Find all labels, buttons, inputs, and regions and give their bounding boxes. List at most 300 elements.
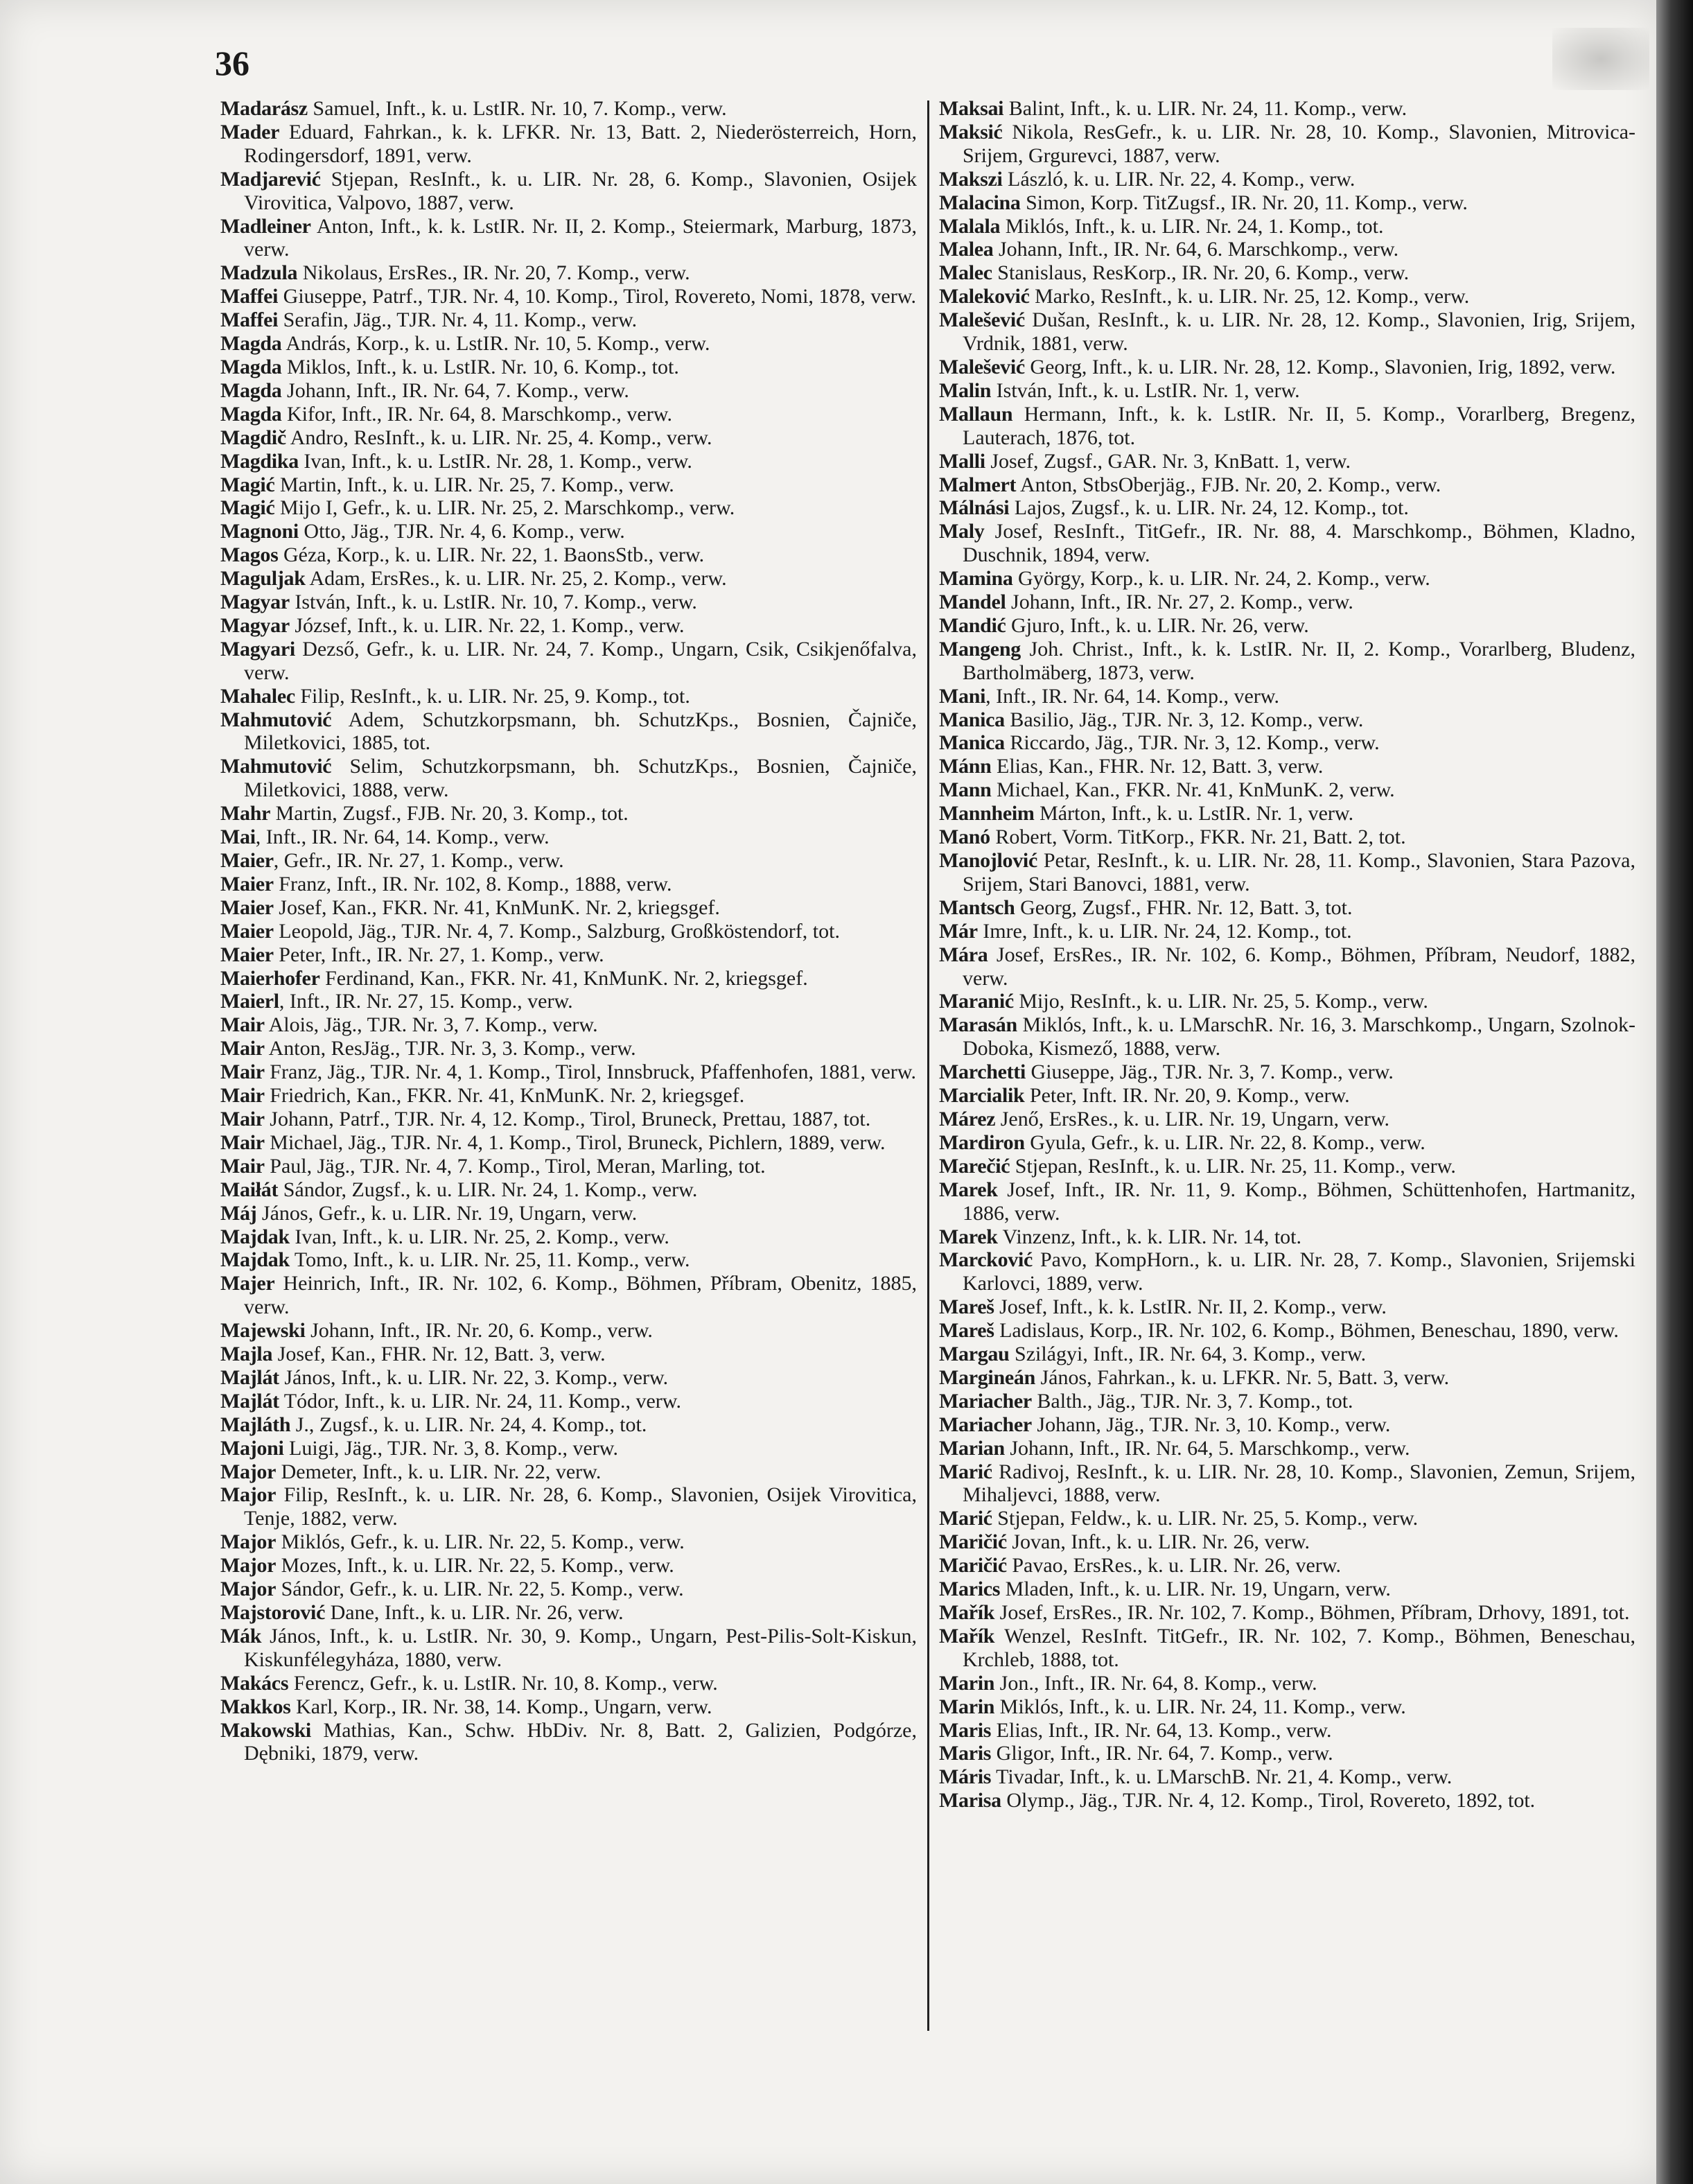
entry-surname: Mannheim bbox=[939, 802, 1035, 825]
list-item bbox=[939, 1460, 1635, 1508]
list-item bbox=[939, 1155, 1635, 1178]
list-item bbox=[939, 731, 1635, 755]
entry-surname: Major bbox=[220, 1554, 277, 1578]
entry-details: Michael, Jäg., TJR. Nr. 4, 1. Komp., Tirol, Bruneck, Pichlern, 1889, verw. bbox=[264, 1130, 886, 1154]
right-column bbox=[939, 97, 1635, 1812]
list-item bbox=[939, 755, 1635, 778]
entry-surname: Mair bbox=[220, 1060, 265, 1084]
list-item bbox=[220, 1483, 917, 1530]
entry-surname: Maffei bbox=[220, 308, 279, 332]
entry-details: Elias, Kan., FHR. Nr. 12, Batt. 3, verw. bbox=[991, 755, 1324, 778]
list-item bbox=[939, 1390, 1635, 1413]
entry-surname: Máj bbox=[220, 1201, 257, 1225]
entry-surname: Majer bbox=[220, 1272, 275, 1295]
entry-details: Samuel, Inft., k. u. LstIR. Nr. 10, 7. Komp., verw. bbox=[307, 97, 727, 120]
list-item bbox=[939, 567, 1635, 591]
list-item bbox=[220, 1366, 917, 1390]
entry-details: Ivan, Inft., k. u. LIR. Nr. 25, 2. Komp., verw. bbox=[289, 1225, 669, 1248]
list-item bbox=[939, 285, 1635, 308]
entry-details: Lajos, Zugsf., k. u. LIR. Nr. 24, 12. Komp., tot. bbox=[1009, 496, 1409, 520]
entry-details: Johann, Patrf., TJR. Nr. 4, 12. Komp., Tirol, Bruneck, Prettau, 1887, tot. bbox=[264, 1107, 871, 1130]
list-item bbox=[220, 1272, 917, 1319]
list-item bbox=[220, 685, 917, 708]
list-item bbox=[220, 168, 917, 215]
entry-details: Selim, Schutzkorpsmann, bh. SchutzKps., Bosnien, Čajniče, Miletkovici, 1888, verw. bbox=[244, 755, 917, 802]
entry-details: Karl, Korp., IR. Nr. 38, 14. Komp., Ungarn, verw. bbox=[290, 1695, 712, 1718]
list-item bbox=[939, 450, 1635, 473]
entry-details: Vinzenz, Inft., k. k. LIR. Nr. 14, tot. bbox=[997, 1225, 1302, 1248]
list-item bbox=[939, 1108, 1635, 1131]
entry-surname: Malešević bbox=[939, 355, 1025, 378]
list-item bbox=[220, 1037, 917, 1060]
list-item bbox=[939, 473, 1635, 497]
entry-surname: Marisa bbox=[939, 1789, 1001, 1812]
list-item bbox=[220, 1554, 917, 1578]
list-item bbox=[939, 520, 1635, 567]
list-item bbox=[220, 1178, 917, 1202]
entry-details: Balint, Inft., k. u. LIR. Nr. 24, 11. Komp., verw. bbox=[1003, 97, 1407, 120]
entry-details: István, Inft., k. u. LstIR. Nr. 10, 7. Komp., verw. bbox=[289, 591, 697, 614]
entry-surname: Maier bbox=[220, 872, 274, 896]
list-item bbox=[939, 1060, 1635, 1084]
list-item bbox=[939, 591, 1635, 614]
entry-surname: Malli bbox=[939, 449, 985, 473]
entry-details: András, Korp., k. u. LstIR. Nr. 10, 5. Komp., verw. bbox=[281, 332, 710, 356]
entry-details: Gjuro, Inft., k. u. LIR. Nr. 26, verw. bbox=[1006, 613, 1309, 637]
entry-details: Imre, Inft., k. u. LIR. Nr. 24, 12. Komp., tot. bbox=[977, 919, 1352, 943]
list-item bbox=[939, 1413, 1635, 1437]
list-item bbox=[939, 896, 1635, 920]
list-item bbox=[220, 97, 917, 121]
entry-surname: Madleiner bbox=[220, 214, 311, 238]
entry-details: Adam, ErsRes., k. u. LIR. Nr. 25, 2. Komp., verw. bbox=[305, 567, 727, 591]
entry-details: Riccardo, Jäg., TJR. Nr. 3, 12. Komp., verw. bbox=[1004, 731, 1380, 755]
entry-details: Stanislaus, ResKorp., IR. Nr. 20, 6. Komp., verw. bbox=[992, 261, 1410, 285]
list-item bbox=[220, 990, 917, 1013]
entry-surname: Maier bbox=[220, 849, 274, 872]
entry-details: Andro, ResInft., k. u. LIR. Nr. 25, 4. Komp., verw. bbox=[286, 426, 712, 449]
entry-details: Adem, Schutzkorpsmann, bh. SchutzKps., Bosnien, Čajniče, Miletkovici, 1885, tot. bbox=[244, 708, 917, 755]
entry-surname: Marić bbox=[939, 1460, 992, 1483]
entry-details: Gyula, Gefr., k. u. LIR. Nr. 22, 8. Komp., verw. bbox=[1024, 1130, 1426, 1154]
entry-details: Sándor, Zugsf., k. u. LIR. Nr. 24, 1. Komp., verw. bbox=[278, 1178, 698, 1201]
entry-surname: Marasán bbox=[939, 1013, 1017, 1037]
entry-surname: Makács bbox=[220, 1671, 289, 1695]
list-item bbox=[220, 308, 917, 332]
entry-surname: Mahmutović bbox=[220, 708, 332, 731]
list-item bbox=[939, 1178, 1635, 1225]
entry-surname: Maier bbox=[220, 896, 274, 919]
entry-details: Mladen, Inft., k. u. LIR. Nr. 19, Ungarn, verw. bbox=[1000, 1578, 1391, 1601]
list-item bbox=[220, 450, 917, 473]
entry-surname: Mair bbox=[220, 1107, 265, 1130]
list-item bbox=[939, 778, 1635, 802]
entry-surname: Magos bbox=[220, 543, 279, 567]
list-item bbox=[220, 1413, 917, 1437]
list-item bbox=[220, 473, 917, 497]
entry-details: Mathias, Kan., Schw. HbDiv. Nr. 8, Batt. 2, Galizien, Podgórze, Dębniki, 1879, verw. bbox=[244, 1718, 917, 1765]
entry-details: Georg, Zugsf., FHR. Nr. 12, Batt. 3, tot. bbox=[1015, 896, 1353, 919]
entry-surname: Magyari bbox=[220, 637, 295, 661]
entry-details: Martin, Inft., k. u. LIR. Nr. 25, 7. Komp., verw. bbox=[274, 473, 674, 496]
entry-surname: Mahmutović bbox=[220, 755, 332, 778]
list-item bbox=[939, 825, 1635, 849]
entry-surname: Marcković bbox=[939, 1248, 1033, 1272]
entry-surname: Mamina bbox=[939, 567, 1013, 591]
entry-details: Johann, Inft., IR. Nr. 27, 2. Komp., verw. bbox=[1006, 591, 1353, 614]
left-column bbox=[220, 97, 917, 1765]
list-item bbox=[220, 285, 917, 308]
entry-details: Géza, Korp., k. u. LIR. Nr. 22, 1. BaonsStb., verw. bbox=[278, 543, 705, 567]
entry-surname: Magdič bbox=[220, 426, 286, 449]
list-item bbox=[220, 1625, 917, 1672]
list-item bbox=[939, 1530, 1635, 1554]
entry-details: Nikola, ResGefr., k. u. LIR. Nr. 28, 10. Komp., Slavonien, Mitrovica-Srijem, Grgurevci, 1887, verw. bbox=[963, 120, 1635, 167]
entry-surname: Maksić bbox=[939, 120, 1003, 143]
entry-details: Leopold, Jäg., TJR. Nr. 4, 7. Komp., Salzburg, Großköstendorf, tot. bbox=[273, 919, 840, 943]
entry-details: Martin, Zugsf., FJB. Nr. 20, 3. Komp., tot. bbox=[270, 802, 629, 825]
entry-surname: Mantsch bbox=[939, 896, 1015, 919]
entry-surname: Madarász bbox=[220, 97, 308, 120]
list-item bbox=[220, 1437, 917, 1460]
entry-surname: Mair bbox=[220, 1084, 265, 1108]
entry-surname: Madzula bbox=[220, 261, 298, 285]
entry-details: Ferencz, Gefr., k. u. LstIR. Nr. 10, 8. Komp., verw. bbox=[288, 1671, 718, 1695]
entry-surname: Mangeng bbox=[939, 637, 1021, 661]
entry-surname: Madjarević bbox=[220, 167, 321, 191]
list-item bbox=[220, 543, 917, 567]
entry-surname: Mariacher bbox=[939, 1389, 1032, 1413]
list-item bbox=[939, 1295, 1635, 1319]
entry-surname: Mariacher bbox=[939, 1413, 1032, 1436]
entry-surname: Maričić bbox=[939, 1530, 1007, 1554]
list-item bbox=[939, 1719, 1635, 1742]
list-item bbox=[939, 215, 1635, 238]
entry-details: József, Inft., k. u. LIR. Nr. 22, 1. Komp., verw. bbox=[289, 613, 685, 637]
entry-details: Serafin, Jäg., TJR. Nr. 4, 11. Komp., verw. bbox=[278, 308, 638, 332]
entry-surname: Maly bbox=[939, 520, 985, 543]
entry-details: Tódor, Inft., k. u. LIR. Nr. 24, 11. Komp., verw. bbox=[279, 1389, 681, 1413]
entry-details: Balth., Jäg., TJR. Nr. 3, 7. Komp., tot. bbox=[1031, 1389, 1353, 1413]
list-item bbox=[939, 356, 1635, 379]
list-item bbox=[939, 1248, 1635, 1295]
entry-details: Filip, ResInft., k. u. LIR. Nr. 28, 6. Komp., Slavonien, Osijek Virovitica, Tenje, 1882, verw. bbox=[244, 1483, 917, 1530]
column-divider bbox=[927, 101, 929, 2031]
list-item bbox=[939, 261, 1635, 285]
entry-surname: Major bbox=[220, 1530, 277, 1554]
entry-details: Anton, Inft., k. k. LstIR. Nr. II, 2. Komp., Steiermark, Marburg, 1873, verw. bbox=[244, 214, 917, 261]
entry-details: Tomo, Inft., k. u. LIR. Nr. 25, 11. Komp., verw. bbox=[289, 1248, 690, 1272]
list-item bbox=[220, 121, 917, 168]
entry-details: Filip, ResInft., k. u. LIR. Nr. 25, 9. Komp., tot. bbox=[295, 684, 690, 708]
entry-details: László, k. u. LIR. Nr. 22, 4. Komp., verw. bbox=[1002, 167, 1356, 191]
entry-surname: Mair bbox=[220, 1130, 265, 1154]
entry-surname: Maris bbox=[939, 1718, 992, 1742]
entry-surname: Makszi bbox=[939, 167, 1003, 191]
list-item bbox=[220, 825, 917, 849]
entry-details: Mozes, Inft., k. u. LIR. Nr. 22, 5. Komp., verw. bbox=[276, 1554, 674, 1578]
entry-surname: Maierl bbox=[220, 990, 279, 1013]
entry-details: Tivadar, Inft., k. u. LMarschB. Nr. 21, 4. Komp., verw. bbox=[991, 1765, 1453, 1789]
entry-surname: Mareš bbox=[939, 1295, 994, 1319]
list-item bbox=[220, 873, 917, 896]
entry-surname: Mahalec bbox=[220, 684, 295, 708]
entry-surname: Maier bbox=[220, 943, 274, 966]
entry-details: Johann, Inft., IR. Nr. 20, 6. Komp., verw. bbox=[305, 1319, 653, 1343]
entry-details: Michael, Kan., FKR. Nr. 41, KnMunK. 2, verw. bbox=[991, 778, 1395, 802]
entry-surname: Mair bbox=[220, 1154, 265, 1178]
entry-surname: Malmert bbox=[939, 473, 1017, 496]
list-item bbox=[220, 1248, 917, 1272]
list-item bbox=[220, 591, 917, 614]
entry-details: Miklós, Gefr., k. u. LIR. Nr. 22, 5. Komp., verw. bbox=[276, 1530, 685, 1554]
entry-surname: Majláth bbox=[220, 1413, 291, 1436]
page-number: 36 bbox=[215, 44, 249, 82]
entry-surname: Magda bbox=[220, 355, 282, 378]
entry-details: J., Zugsf., k. u. LIR. Nr. 24, 4. Komp., tot. bbox=[290, 1413, 647, 1436]
list-item bbox=[939, 1601, 1635, 1625]
entry-surname: Marek bbox=[939, 1225, 998, 1248]
entry-details: Miklos, Inft., k. u. LstIR. Nr. 10, 6. Komp., tot. bbox=[281, 355, 679, 378]
entry-surname: Magda bbox=[220, 378, 282, 402]
entry-details: Paul, Jäg., TJR. Nr. 4, 7. Komp., Tirol, Meran, Marling, tot. bbox=[264, 1154, 766, 1178]
list-item bbox=[220, 426, 917, 450]
entry-surname: Mandić bbox=[939, 613, 1006, 637]
entry-surname: Majla bbox=[220, 1343, 273, 1366]
list-item bbox=[939, 168, 1635, 191]
entry-details: Josef, Kan., FHR. Nr. 12, Batt. 3, verw. bbox=[272, 1343, 606, 1366]
entry-surname: Marić bbox=[939, 1507, 992, 1530]
entry-details: Petar, ResInft., k. u. LIR. Nr. 28, 11. Komp., Slavonien, Stara Pazova, Srijem, Stari Banovci, 1881, verw. bbox=[963, 849, 1635, 896]
entry-surname: Malešević bbox=[939, 308, 1025, 332]
list-item bbox=[220, 1695, 917, 1719]
entry-details: Radivoj, ResInft., k. u. LIR. Nr. 28, 10. Komp., Slavonien, Zemun, Srijem, Mihaljevci, 1888, verw. bbox=[963, 1460, 1635, 1507]
entry-surname: Majlát bbox=[220, 1365, 279, 1389]
entry-surname: Majstorović bbox=[220, 1601, 326, 1624]
entry-surname: Maiłát bbox=[220, 1178, 279, 1201]
entry-details: Stjepan, Feldw., k. u. LIR. Nr. 25, 5. Komp., verw. bbox=[992, 1507, 1419, 1530]
list-item bbox=[939, 1084, 1635, 1108]
list-item bbox=[939, 308, 1635, 356]
entry-details: Simon, Korp. TitZugsf., IR. Nr. 20, 11. Komp., verw. bbox=[1020, 191, 1468, 214]
list-item bbox=[220, 849, 917, 873]
entry-details: Nikolaus, ErsRes., IR. Nr. 20, 7. Komp., verw. bbox=[297, 261, 690, 285]
entry-surname: Maier bbox=[220, 919, 274, 943]
entry-details: Pavao, ErsRes., k. u. LIR. Nr. 26, verw. bbox=[1006, 1554, 1341, 1578]
entry-surname: Maris bbox=[939, 1742, 992, 1765]
list-item bbox=[220, 1108, 917, 1131]
entry-details: Mijo, ResInft., k. u. LIR. Nr. 25, 5. Komp., verw. bbox=[1013, 990, 1428, 1013]
entry-surname: Maffei bbox=[220, 285, 279, 308]
entry-details: Johann, Jäg., TJR. Nr. 3, 10. Komp., verw. bbox=[1031, 1413, 1391, 1436]
entry-details: János, Inft., k. u. LIR. Nr. 22, 3. Komp., verw. bbox=[279, 1365, 669, 1389]
list-item bbox=[939, 685, 1635, 708]
entry-surname: Mair bbox=[220, 1037, 265, 1060]
list-item bbox=[939, 1625, 1635, 1672]
entry-surname: Mader bbox=[220, 120, 280, 143]
list-item bbox=[220, 920, 917, 943]
entry-surname: Magda bbox=[220, 402, 282, 426]
entry-details: János, Inft., k. u. LstIR. Nr. 30, 9. Komp., Ungarn, Pest-Pilis-Solt-Kiskun, Kiskunfélegyháza, 1880, verw. bbox=[244, 1624, 917, 1671]
entry-details: Kifor, Inft., IR. Nr. 64, 8. Marschkomp., verw. bbox=[281, 402, 672, 426]
list-item bbox=[220, 496, 917, 520]
entry-surname: Majdak bbox=[220, 1225, 290, 1248]
entry-surname: Majewski bbox=[220, 1319, 306, 1343]
list-item bbox=[939, 708, 1635, 732]
list-item bbox=[939, 1578, 1635, 1601]
entry-surname: Mandel bbox=[939, 591, 1006, 614]
entry-surname: Maleković bbox=[939, 285, 1030, 308]
entry-details: Dane, Inft., k. u. LIR. Nr. 26, verw. bbox=[325, 1601, 624, 1624]
entry-surname: Malala bbox=[939, 214, 1001, 238]
entry-surname: Marečić bbox=[939, 1154, 1010, 1178]
entry-details: , Inft., IR. Nr. 64, 14. Komp., verw. bbox=[985, 684, 1279, 708]
list-item bbox=[939, 1789, 1635, 1812]
entry-surname: Manojlović bbox=[939, 849, 1037, 872]
entry-surname: Magić bbox=[220, 496, 275, 520]
entry-details: Giuseppe, Patrf., TJR. Nr. 4, 10. Komp., Tirol, Rovereto, Nomi, 1878, verw. bbox=[278, 285, 916, 308]
entry-details: Eduard, Fahrkan., k. k. LFKR. Nr. 13, Batt. 2, Niederösterreich, Horn, Rodingersdorf, 1891, verw. bbox=[244, 120, 917, 167]
entry-surname: Magić bbox=[220, 473, 275, 496]
entry-surname: Maguljak bbox=[220, 567, 306, 591]
list-item bbox=[220, 1155, 917, 1178]
list-item bbox=[939, 614, 1635, 638]
entry-surname: Margau bbox=[939, 1343, 1010, 1366]
entry-details: Miklós, Inft., k. u. LIR. Nr. 24, 11. Komp., verw. bbox=[994, 1695, 1406, 1718]
list-item bbox=[220, 1060, 917, 1084]
list-item bbox=[939, 496, 1635, 520]
list-item bbox=[220, 1390, 917, 1413]
list-item bbox=[220, 520, 917, 543]
list-item bbox=[939, 1013, 1635, 1060]
entry-details: Josef, ErsRes., IR. Nr. 102, 6. Komp., Böhmen, Příbram, Neudorf, 1882, verw. bbox=[963, 943, 1635, 990]
list-item bbox=[939, 1695, 1635, 1719]
entry-details: Josef, Inft., IR. Nr. 11, 9. Komp., Böhmen, Schüttenhofen, Hartmanitz, 1886, verw. bbox=[963, 1178, 1635, 1225]
entry-details: Jenő, ErsRes., k. u. LIR. Nr. 19, Ungarn, verw. bbox=[995, 1107, 1390, 1130]
entry-surname: Mára bbox=[939, 943, 988, 966]
list-item bbox=[220, 1672, 917, 1695]
entry-details: Miklós, Inft., k. u. LMarschR. Nr. 16, 3. Marschkomp., Ungarn, Szolnok-Doboka, Kismező, 1888, verw. bbox=[963, 1013, 1635, 1060]
entry-surname: Manó bbox=[939, 825, 990, 849]
entry-details: Joh. Christ., Inft., k. k. LstIR. Nr. II, 2. Komp., Vorarlberg, Bludenz, Bartholmäberg, 1873, verw. bbox=[963, 637, 1635, 684]
list-item bbox=[220, 567, 917, 591]
entry-details: Ivan, Inft., k. u. LstIR. Nr. 28, 1. Komp., verw. bbox=[298, 449, 692, 473]
entry-surname: Magyar bbox=[220, 591, 290, 614]
entry-details: , Gefr., IR. Nr. 27, 1. Komp., verw. bbox=[273, 849, 564, 872]
entry-details: Pavo, KompHorn., k. u. LIR. Nr. 28, 7. Komp., Slavonien, Srijemski Karlovci, 1889, verw. bbox=[963, 1248, 1635, 1295]
entry-details: Jon., Inft., IR. Nr. 64, 8. Komp., verw. bbox=[994, 1671, 1317, 1695]
print-smudge bbox=[1552, 28, 1649, 90]
entry-surname: Mardiron bbox=[939, 1130, 1025, 1154]
list-item bbox=[220, 1131, 917, 1155]
entry-details: Elias, Inft., IR. Nr. 64, 13. Komp., verw. bbox=[991, 1718, 1332, 1742]
entry-surname: Marin bbox=[939, 1695, 995, 1718]
list-item bbox=[939, 1131, 1635, 1155]
entry-surname: Major bbox=[220, 1578, 277, 1601]
list-item bbox=[220, 802, 917, 825]
entry-surname: Már bbox=[939, 919, 978, 943]
entry-surname: Malea bbox=[939, 238, 994, 261]
entry-surname: Mařík bbox=[939, 1601, 995, 1624]
entry-details: Josef, Inft., k. k. LstIR. Nr. II, 2. Komp., verw. bbox=[994, 1295, 1387, 1319]
list-item bbox=[939, 920, 1635, 943]
list-item bbox=[220, 1084, 917, 1108]
entry-details: , Inft., IR. Nr. 27, 15. Komp., verw. bbox=[279, 990, 573, 1013]
entry-surname: Mák bbox=[220, 1624, 262, 1648]
list-item bbox=[939, 191, 1635, 215]
entry-surname: Maranić bbox=[939, 990, 1014, 1013]
entry-details: Josef, ErsRes., IR. Nr. 102, 7. Komp., Böhmen, Příbram, Drhovy, 1891, tot. bbox=[994, 1601, 1630, 1624]
entry-details: Josef, ResInft., TitGefr., IR. Nr. 88, 4. Marschkomp., Böhmen, Kladno, Duschnik, 1894, verw. bbox=[963, 520, 1635, 567]
entry-surname: Mai bbox=[220, 825, 256, 849]
list-item bbox=[939, 1437, 1635, 1460]
entry-details: Anton, ResJäg., TJR. Nr. 3, 3. Komp., verw. bbox=[264, 1037, 636, 1060]
entry-details: Dušan, ResInft., k. u. LIR. Nr. 28, 12. Komp., Slavonien, Irig, Srijem, Vrdnik, 1881, verw. bbox=[963, 308, 1635, 356]
entry-details: Mijo I, Gefr., k. u. LIR. Nr. 25, 2. Marschkomp., verw. bbox=[274, 496, 735, 520]
list-item bbox=[939, 379, 1635, 403]
entry-details: Ladislaus, Korp., IR. Nr. 102, 6. Komp., Böhmen, Beneschau, 1890, verw. bbox=[994, 1319, 1619, 1343]
list-item bbox=[939, 403, 1635, 450]
entry-details: Franz, Jäg., TJR. Nr. 4, 1. Komp., Tirol, Innsbruck, Pfaffenhofen, 1881, verw. bbox=[264, 1060, 916, 1084]
entry-details: István, Inft., k. u. LstIR. Nr. 1, verw. bbox=[991, 378, 1300, 402]
list-item bbox=[939, 1319, 1635, 1343]
entry-surname: Marcialik bbox=[939, 1084, 1025, 1108]
entry-details: Peter, Inft. IR. Nr. 20, 9. Komp., verw. bbox=[1024, 1084, 1350, 1108]
entry-surname: Mánn bbox=[939, 755, 992, 778]
list-item bbox=[939, 97, 1635, 121]
entry-surname: Manica bbox=[939, 731, 1005, 755]
list-item bbox=[939, 849, 1635, 896]
list-item bbox=[939, 638, 1635, 685]
entry-surname: Magyar bbox=[220, 613, 290, 637]
list-item bbox=[220, 1719, 917, 1766]
entry-surname: Majlát bbox=[220, 1389, 279, 1413]
entry-details: Friedrich, Kan., FKR. Nr. 41, KnMunK. Nr. 2, kriegsgef. bbox=[264, 1084, 745, 1108]
entry-details: Stjepan, ResInft., k. u. LIR. Nr. 28, 6. Komp., Slavonien, Osijek Virovitica, Valpovo, 1887, verw. bbox=[244, 167, 917, 214]
list-item bbox=[939, 1672, 1635, 1695]
entry-surname: Mani bbox=[939, 684, 986, 708]
entry-surname: Marin bbox=[939, 1671, 995, 1695]
entry-details: Ferdinand, Kan., FKR. Nr. 41, KnMunK. Nr. 2, kriegsgef. bbox=[319, 966, 808, 990]
list-item bbox=[220, 1530, 917, 1554]
entry-surname: Málnási bbox=[939, 496, 1010, 520]
entry-surname: Mareš bbox=[939, 1319, 994, 1343]
entry-surname: Majdak bbox=[220, 1248, 290, 1272]
list-item bbox=[939, 1225, 1635, 1249]
entry-details: Hermann, Inft., k. k. LstIR. Nr. II, 5. Komp., Vorarlberg, Bregenz, Lauterach, 1876, tot. bbox=[963, 402, 1635, 449]
list-item bbox=[939, 1554, 1635, 1578]
entry-surname: Malin bbox=[939, 378, 992, 402]
list-item bbox=[220, 614, 917, 638]
entry-surname: Makowski bbox=[220, 1718, 311, 1742]
entry-details: Giuseppe, Jäg., TJR. Nr. 3, 7. Komp., verw. bbox=[1026, 1060, 1394, 1084]
entry-details: Márton, Inft., k. u. LstIR. Nr. 1, verw. bbox=[1034, 802, 1354, 825]
entry-surname: Marchetti bbox=[939, 1060, 1026, 1084]
entry-details: Anton, StbsOberjäg., FJB. Nr. 20, 2. Komp., verw. bbox=[1016, 473, 1441, 496]
entry-surname: Máris bbox=[939, 1765, 992, 1789]
entry-details: Olymp., Jäg., TJR. Nr. 4, 12. Komp., Tirol, Rovereto, 1892, tot. bbox=[1001, 1789, 1536, 1812]
entry-details: Otto, Jäg., TJR. Nr. 4, 6. Komp., verw. bbox=[298, 520, 625, 543]
entry-details: Josef, Zugsf., GAR. Nr. 3, KnBatt. 1, verw. bbox=[985, 449, 1351, 473]
list-item bbox=[220, 638, 917, 685]
entry-surname: Maierhofer bbox=[220, 966, 320, 990]
list-item bbox=[220, 379, 917, 403]
entry-surname: Malec bbox=[939, 261, 992, 285]
entry-surname: Manica bbox=[939, 708, 1005, 731]
list-item bbox=[939, 1366, 1635, 1390]
entry-details: Peter, Inft., IR. Nr. 27, 1. Komp., verw. bbox=[273, 943, 604, 966]
list-item bbox=[220, 708, 917, 755]
